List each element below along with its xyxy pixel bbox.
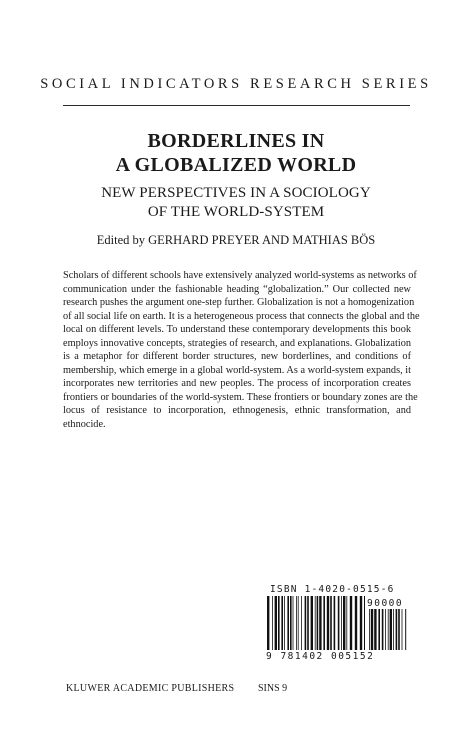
barcode-bar [323,596,325,650]
barcode-bar [378,609,380,650]
barcode-bar [371,609,373,650]
barcode-bar [382,609,384,650]
blurb-paragraph [63,269,420,432]
blurb-line: research pushes the argument one-step further. Globalization is not a homogenization [63,297,415,309]
isbn-number: ISBN 1-4020-0515-6 [270,584,395,595]
divider-rule [63,105,410,106]
barcode-bar [364,596,365,650]
barcode-bar [275,596,277,650]
barcode-bar [311,596,313,650]
barcode-bar [281,596,283,650]
barcode-bar [293,596,294,650]
barcode-bar [346,596,347,650]
editors-line: Edited by GERHARD PREYER AND MATHIAS BÖS [96,233,376,247]
book-title-line-2: A GLOBALIZED WORLD [115,154,357,176]
series-name: SOCIAL INDICATORS RESEARCH SERIES [40,76,432,92]
barcode-bar [369,609,370,650]
book-subtitle-line-1: NEW PERSPECTIVES IN A SOCIOLOGY [101,185,371,201]
price-code: 90000 [367,598,404,609]
barcode-bar [278,596,280,650]
barcode-bar [267,596,269,650]
barcode-bar [287,596,289,650]
blurb-line: membership, which emerge in a global world-system. As a world-system expands, it [63,364,411,376]
publisher-name: KLUWER ACADEMIC PUBLISHERS [66,683,235,694]
blurb-line: incorporates new territories and new peoples. The process of incorporation creates [63,378,411,390]
barcode-bar [317,596,319,650]
barcode-bar [374,609,376,650]
blurb-line: local on different levels. To understand these contemporary developments this book [63,324,411,336]
barcode-bar [341,596,342,650]
blurb-line: Scholars of different schools have extensively analyzed world-systems as networks of [63,270,417,281]
barcode-bar [405,609,406,650]
barcode-bar [396,609,398,650]
blurb-line: of all social life on earth. It is a heterogeneous process that connects the global and the [63,310,420,322]
blurb-line: locus of resistance to incorporation, ethnogenesis, ethnic transformation, and [63,405,411,417]
barcode-bar [402,609,403,650]
barcode-bar [338,596,340,650]
barcode-bar [301,596,302,650]
barcode-bar [360,596,362,650]
blurb-line: employs innovative concepts, strategies of research, and explanations. Globalization [63,337,411,349]
book-subtitle-line-2: OF THE WORLD-SYSTEM [147,204,325,220]
barcode-bar [327,596,329,650]
barcode-bar [343,596,345,650]
book-title-line-1: BORDERLINES IN [147,130,325,152]
barcode-bar [398,609,400,650]
barcode-bar [390,609,392,650]
barcode-bar [355,596,357,650]
barcode-bar [334,596,336,650]
barcode-bar [305,596,307,650]
barcode-bar [330,596,332,650]
barcode-bar [393,609,394,650]
barcode-bar [284,596,285,650]
barcode-bar [319,596,321,650]
blurb-line: communication under the fashionable heading “globalization.” Our collected new [63,283,411,295]
barcode-bar [307,596,309,650]
series-number: SINS 9 [258,683,288,694]
barcode-bar [385,609,386,650]
barcode-bar [290,596,292,650]
barcode-bar [388,609,389,650]
barcode-bar [272,596,273,650]
blurb-line: is a metaphor for different border structures, new borderlines, and conditions of [63,351,411,363]
barcode-bar [350,596,352,650]
ean-number: 9 781402 005152 [266,651,375,662]
barcode-bar [296,596,297,650]
barcode-bar [315,596,316,650]
barcode-bar [298,596,299,650]
blurb-line: ethnocide. [63,419,106,431]
blurb-line: frontiers or boundaries of the world-system. These frontiers or boundary zones are the [63,391,418,403]
